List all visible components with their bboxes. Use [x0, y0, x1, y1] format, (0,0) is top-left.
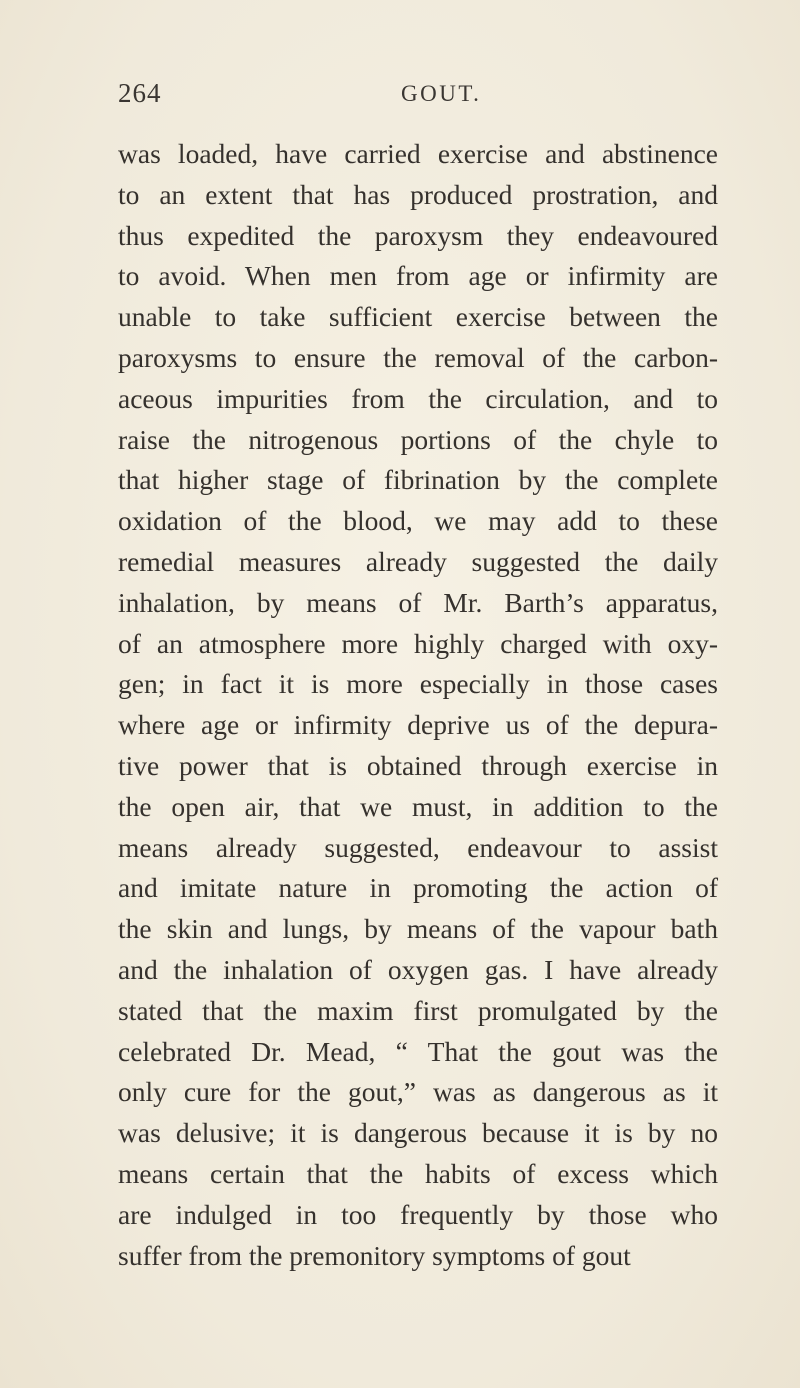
text-line: of an atmosphere more highly charged with oxy- [118, 627, 718, 659]
text-line: the open air, that we must, in addition to the [118, 790, 718, 822]
text-line: paroxysms to ensure the removal of the carbon- [118, 341, 718, 373]
text-line: stated that the maxim first promulgated by the [118, 994, 718, 1026]
text-line: means certain that the habits of excess which [118, 1157, 718, 1189]
text-line: where age or infirmity deprive us of the depura- [118, 709, 718, 741]
text-line: only cure for the gout,” was as dangerous as it [118, 1076, 718, 1108]
body-text [118, 134, 718, 1276]
running-title: GOUT. [401, 81, 482, 106]
text-line: means already suggested, endeavour to assist [118, 831, 718, 863]
text-line: was loaded, have carried exercise and abstinence [118, 138, 718, 169]
text-line: suffer from the premonitory symptoms of gout [118, 1239, 631, 1271]
text-line: the skin and lungs, by means of the vapour bath [118, 913, 718, 945]
text-line: was delusive; it is dangerous because it is by no [118, 1117, 718, 1149]
text-line: to avoid. When men from age or infirmity are [118, 260, 718, 292]
text-line: to an extent that has produced prostration, and [118, 178, 718, 210]
text-line: oxidation of the blood, we may add to these [118, 505, 718, 537]
text-line: tive power that is obtained through exercise in [118, 749, 718, 781]
running-head [0, 78, 800, 114]
text-line: aceous impurities from the circulation, and to [118, 382, 718, 414]
text-line: raise the nitrogenous portions of the chyle to [118, 423, 718, 455]
text-line: remedial measures already suggested the daily [118, 545, 718, 577]
text-line: and the inhalation of oxygen gas. I have already [118, 953, 718, 985]
text-line: inhalation, by means of Mr. Barth’s apparatus, [118, 586, 718, 618]
text-line: unable to take sufficient exercise between the [118, 301, 718, 333]
text-line: gen; in fact it is more especially in those cases [118, 668, 718, 700]
page-number: 264 [118, 78, 162, 108]
text-line: thus expedited the paroxysm they endeavoured [118, 219, 718, 251]
text-line: and imitate nature in promoting the action of [118, 872, 718, 904]
text-line: are indulged in too frequently by those who [118, 1198, 718, 1230]
text-line: that higher stage of fibrination by the complete [118, 464, 718, 496]
text-line: celebrated Dr. Mead, “ That the gout was the [118, 1035, 718, 1067]
